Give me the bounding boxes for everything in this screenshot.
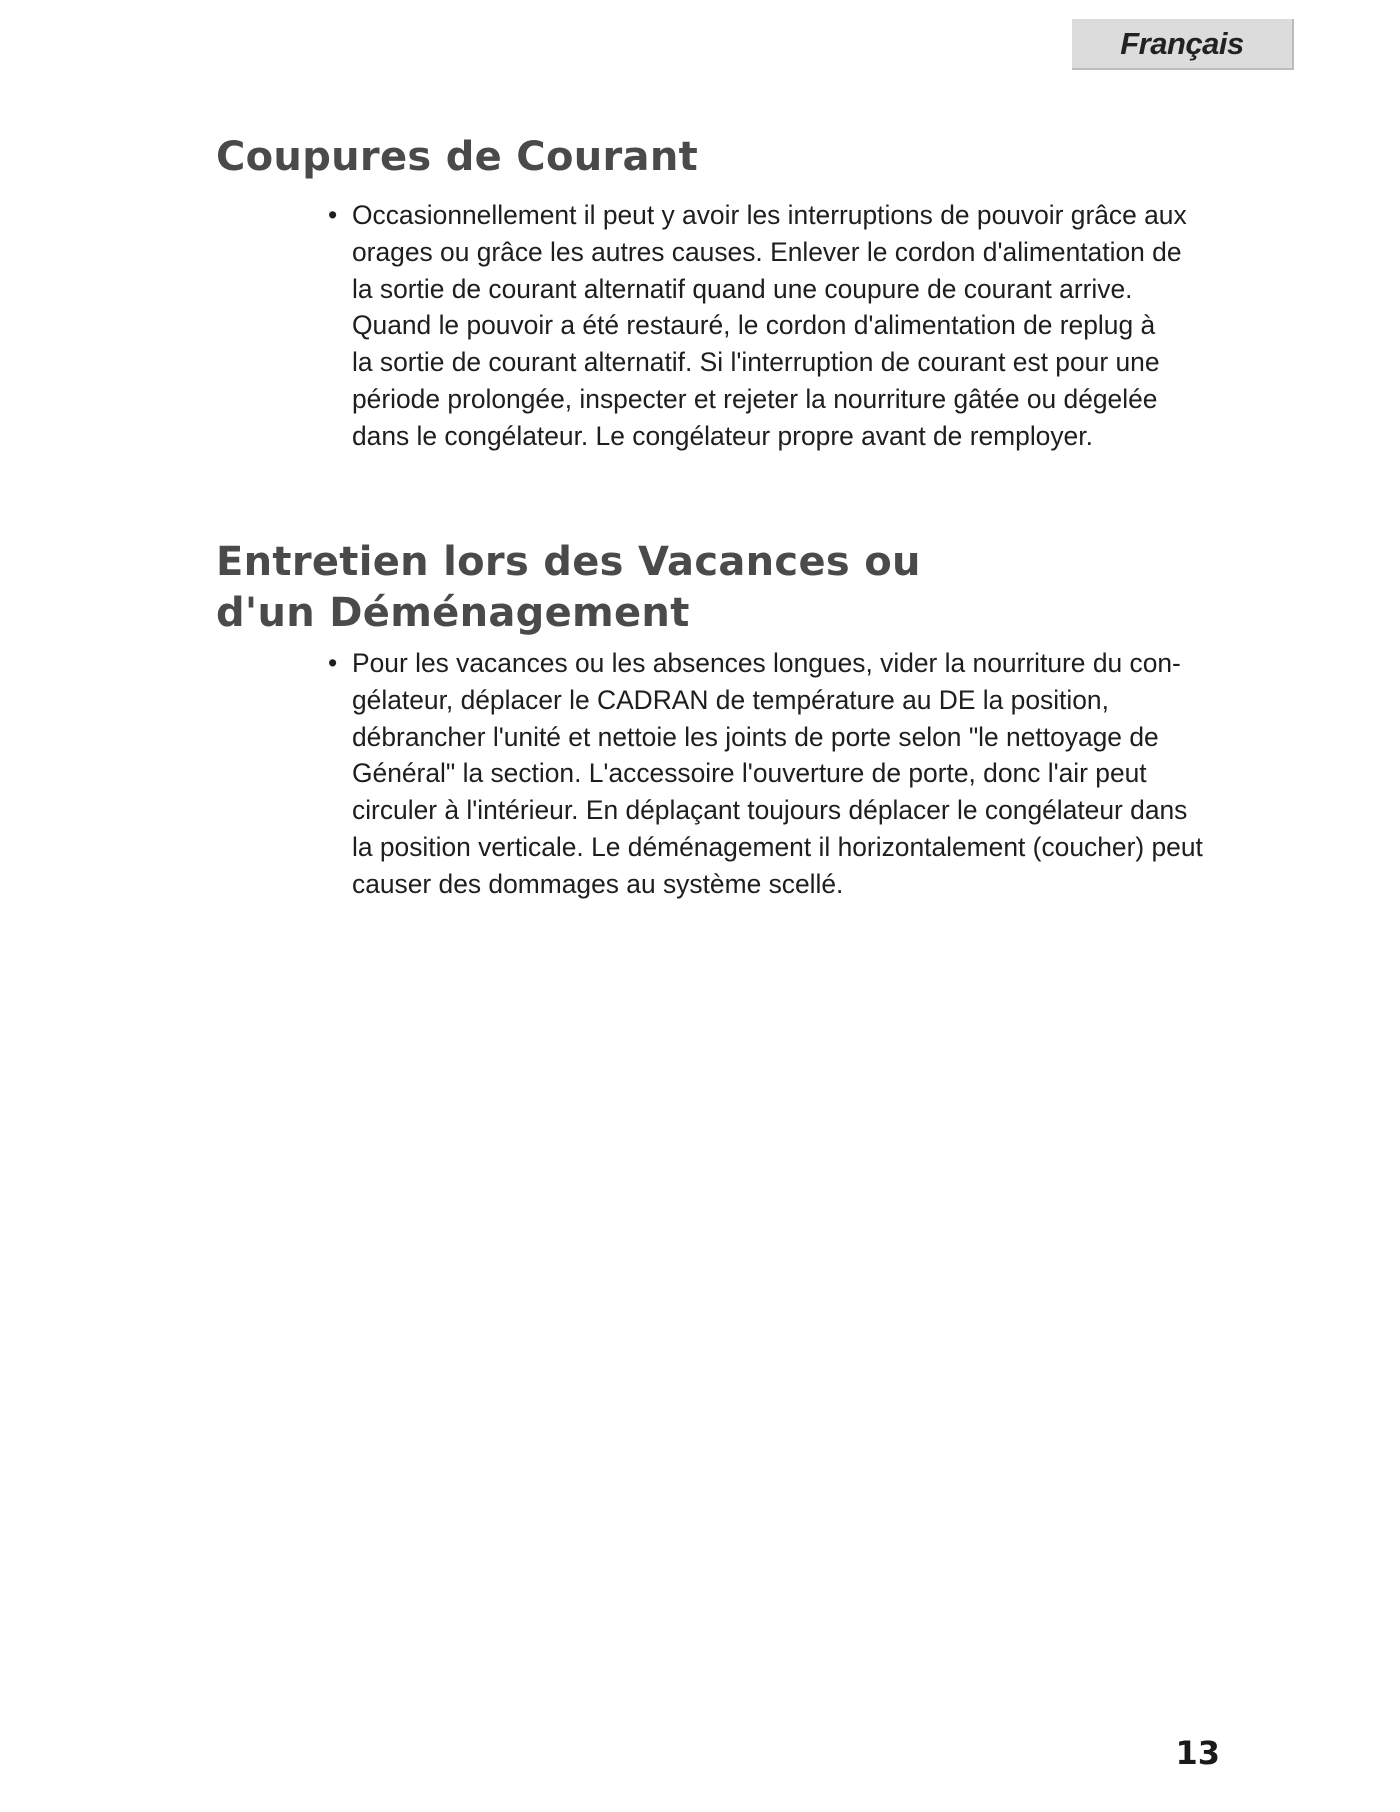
- section-title: [216, 537, 1196, 639]
- bullet-icon: •: [328, 648, 338, 678]
- bullet-item: [328, 645, 1203, 903]
- section-title-line: Entretien lors des Vacances ou: [216, 539, 921, 585]
- bullet-item: [328, 197, 1187, 455]
- paragraph-line: débrancher l'unité et nettoie les joints de porte selon "le nettoyage de: [352, 721, 1159, 752]
- page-number: 13: [1175, 1734, 1220, 1772]
- paragraph-line: la sortie de courant alternatif. Si l'interruption de courant est pour une: [352, 347, 1160, 378]
- paragraph-line: Pour les vacances ou les absences longues, vider la nourriture du con-: [352, 648, 1181, 678]
- section-title-line: Coupures de Courant: [216, 134, 699, 180]
- bullet-icon: •: [328, 200, 338, 230]
- paragraph-line: circuler à l'intérieur. En déplaçant toujours déplacer le congélateur dans: [352, 795, 1188, 826]
- paragraph-line: la sortie de courant alternatif quand une coupure de courant arrive.: [352, 273, 1133, 304]
- section-vacation-moving: [216, 537, 1203, 903]
- section-title-line: d'un Déménagement: [216, 590, 690, 636]
- paragraph-line: gélateur, déplacer le CADRAN de température au DE la position,: [352, 684, 1109, 715]
- paragraph-line: dans le congélateur. Le congélateur propre avant de remployer.: [352, 420, 1093, 451]
- paragraph-line: Quand le pouvoir a été restauré, le cordon d'alimentation de replug à: [352, 310, 1156, 341]
- paragraph-line: période prolongée, inspecter et rejeter la nourriture gâtée ou dégelée: [352, 383, 1158, 414]
- section-title: [216, 132, 1196, 183]
- bullet-list: [216, 645, 1203, 903]
- bullet-list: [216, 197, 1196, 455]
- paragraph-line: Général" la section. L'accessoire l'ouverture de porte, donc l'air peut: [352, 758, 1147, 789]
- paragraph-line: la position verticale. Le déménagement il horizontalement (coucher) peut: [352, 831, 1203, 862]
- paragraph-line: causer des dommages au système scellé.: [352, 868, 844, 899]
- paragraph-line: Occasionnellement il peut y avoir les interruptions de pouvoir grâce aux: [352, 200, 1187, 230]
- paragraph-line: orages ou grâce les autres causes. Enlever le cordon d'alimentation de: [352, 236, 1182, 267]
- language-tab: Français: [1072, 19, 1294, 70]
- section-power-outage: [216, 132, 1196, 455]
